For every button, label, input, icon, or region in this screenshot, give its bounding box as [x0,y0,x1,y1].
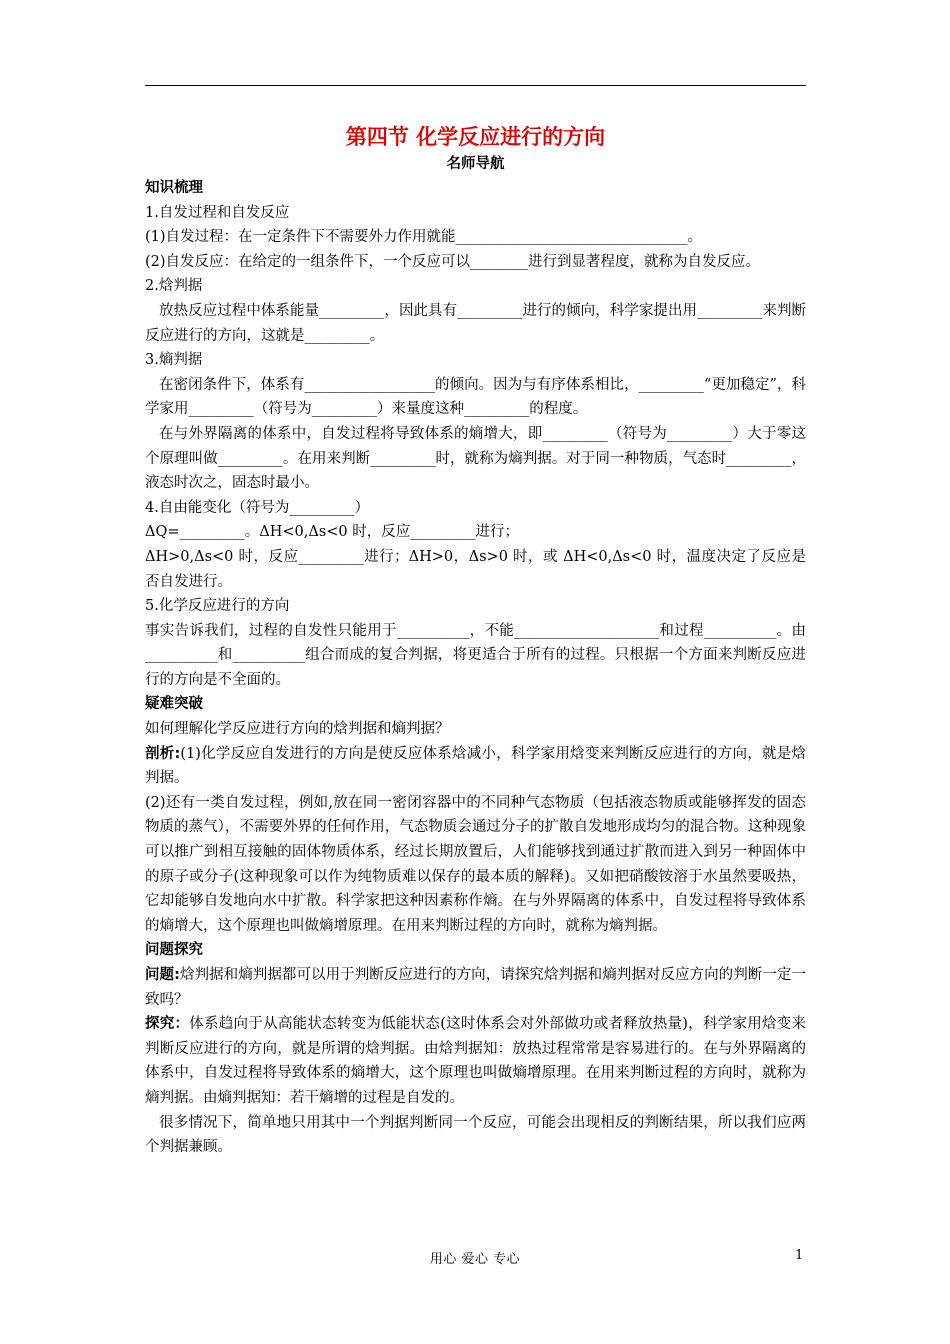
paragraph: 5.化学反应进行的方向 [145,598,290,615]
section-heading: 知识梳理 [145,180,203,196]
section-heading: 疑难突破 [145,696,203,713]
paragraph [145,742,806,791]
paragraph: (1)自发过程：在一定条件下不需要外力作用就能________________________________。 [145,229,703,246]
paragraph: 4.自由能变化（符号为_________） [145,499,370,516]
paragraph [145,1012,806,1110]
text-body [145,176,806,1160]
paragraph: 很多情况下，简单地只用其中一个判据判断同一个反应，可能会出现相反的判断结果，所以我们应两个判据兼顾。 [145,1114,806,1156]
paragraph: 2.焓判据 [145,278,203,295]
paragraph-text: 体系趋向于从高能状态转变为低能状态(这时体系会对外部做功或者释放热量)，科学家用焓变来判断反应进行的方向，就是所谓的焓判据。由焓判据知：放热过程常常是容易进行的。在与外界隔离的体系中，自发过程将导致体系的熵增大，这个原理也叫做熵增原理。在用来判断过程的方向时，就称为熵判据。由熵判据知：若干熵增的过程是自发的。 [145,1016,806,1106]
page-number: 1 [795,1248,804,1263]
page-title: 第四节 化学反应进行的方向 [345,125,606,149]
paragraph: (2)自发反应：在给定的一组条件下，一个反应可以________进行到显著程度，就称为自发反应。 [145,253,761,270]
paragraph-text: (1)化学反应自发进行的方向是使反应体系焓减小，科学家用焓变来判断反应进行的方向，就是焓判据。 [145,745,806,787]
paragraph: ΔH>0,Δs<0 时，反应_________进行；ΔH>0，Δs>0 时，或 ΔH<0,Δs<0 时，温度决定了反应是否自发进行。 [145,548,806,590]
header-rule [145,85,806,86]
document-body [145,122,806,1160]
paragraph-lead: 问题: [145,967,180,983]
section-heading: 问题探究 [145,942,203,959]
paragraph: 在密闭条件下，体系有__________________的倾向。因为与有序体系相比，_________“更加稳定”，科学家用_________（符号为_________）来量度这种_________的程度。 [145,376,806,418]
paragraph-text: 焓判据和熵判据都可以用于判断反应进行的方向，请探究焓判据和熵判据对反应方向的判断一定一致吗？ [145,967,806,1008]
paragraph-lead: 探究： [145,1016,190,1033]
paragraph: 1.自发过程和自发反应 [145,204,290,221]
paragraph: 如何理解化学反应进行方向的焓判据和熵判据？ [145,721,450,738]
footer-slogan: 用心 爱心 专心 [429,1252,521,1267]
paragraph: 在与外界隔离的体系中，自发过程将导致体系的熵增大，即_________（符号为_________）大于零这个原理叫做_________。在用来判断_________时，就称为熵判据。对于同一种物质，气态时_________，液态时次之，固态时最小。 [145,425,806,492]
paragraph: 放热反应过程中体系能量_________，因此具有_________进行的倾向，科学家提出用_________来判断反应进行的方向，这就是_________。 [145,302,806,344]
paragraph-lead: 剖析: [145,745,181,762]
paragraph [145,963,806,1012]
paragraph: 事实告诉我们，过程的自发性只能用于__________，不能____________________和过程__________。由__________和__________组合而成的复合判据，将更适合于所有的过程。只根据一个方面来判断反应进行的方向是不全面的。 [145,622,806,688]
paragraph: (2)还有一类自发过程，例如,放在同一密闭容器中的不同种气态物质（包括液态物质或能够挥发的固态物质的蒸气），不需要外界的任何作用，气态物质会通过分子的扩散自发地形成均匀的混合物。这种现象可以推广到相互接触的固体物质体系，经过长期放置后，人们能够找到通过扩散而进入到另一种固体中的原子或分子(这种现象可以作为纯物质难以保存的最本质的解释)。又如把硝酸铵溶于水虽然要吸热，它却能够自发地向水中扩散。科学家把这种因素称作熵。在与外界隔离的体系中，自发过程将导致体系的熵增大，这个原理也叫做熵增原理。在用来判断过程的方向时，就称为熵判据。 [145,794,806,934]
paragraph: ΔQ=_________。ΔH<0,Δs<0 时，反应_________进行； [145,524,520,541]
page-subtitle: 名师导航 [446,156,505,172]
paragraph: 3.熵判据 [145,352,203,369]
